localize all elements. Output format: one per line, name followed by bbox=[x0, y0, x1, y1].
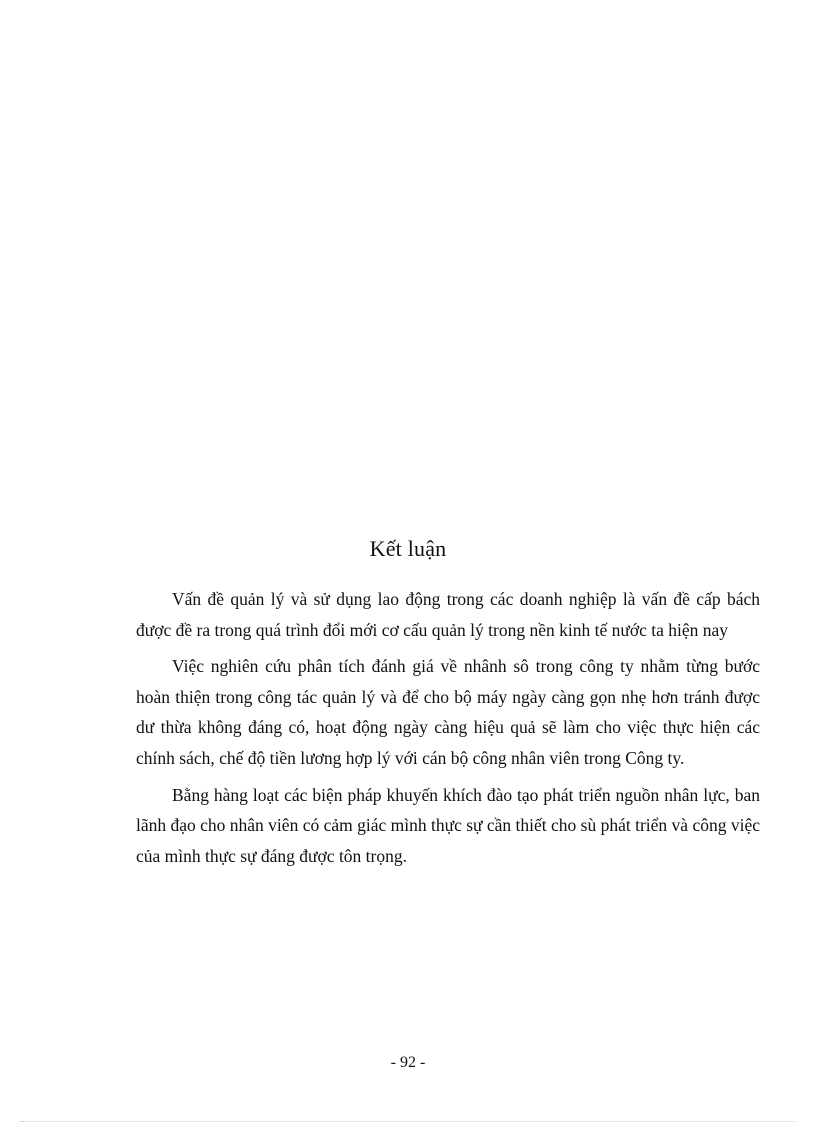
page-number: - 92 - bbox=[390, 1054, 426, 1071]
section-heading: Kết luận bbox=[369, 536, 447, 561]
body-text bbox=[136, 584, 760, 877]
paragraph-1: Vấn đề quản lý và sử dụng lao động trong các doanh nghiệp là vấn đề cấp bách được đề ra trong quá trình đổi mới cơ cấu quản lý trong nền kinh tế nước ta hiện nay bbox=[136, 589, 760, 640]
paragraph-2: Việc nghiên cứu phân tích đánh giá về nhânh sô trong công ty nhằm từng bước hoàn thiện trong công tác quản lý và để cho bộ máy ngày càng gọn nhẹ hơn tránh được dư thừa không đáng có, hoạt động ngày càng hiệu quả sẽ làm cho việc thực hiện các chính sách, chế độ tiền lương hợp lý với cán bộ công nhân viên trong Công ty. bbox=[136, 656, 760, 768]
paragraph-3: Bằng hàng loạt các biện pháp khuyến khích đào tạo phát triển nguồn nhân lực, ban lãnh đạo cho nhân viên có cảm giác mình thực sự cần thiết cho sù phát triển và công việc của mình thực sự đáng được tôn trọng. bbox=[136, 784, 760, 866]
page-bottom-divider bbox=[20, 1121, 796, 1122]
